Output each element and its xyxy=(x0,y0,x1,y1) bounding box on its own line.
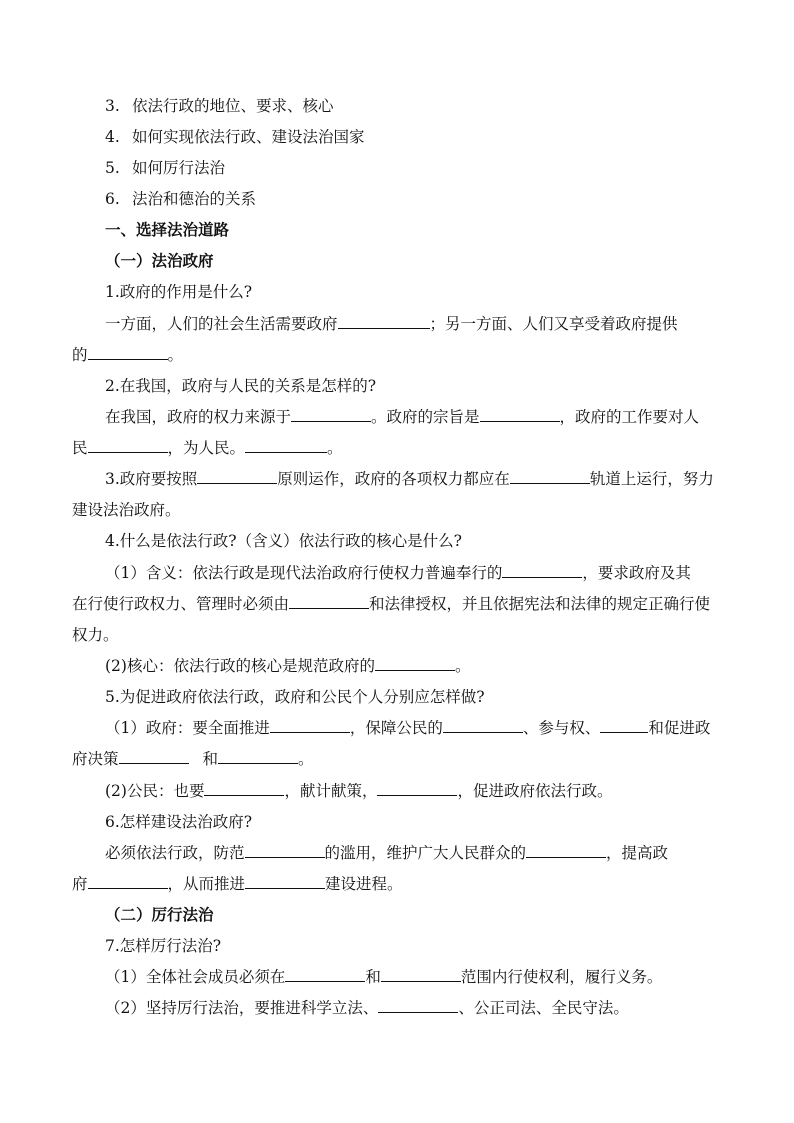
answer-text: 3.政府要按照 xyxy=(105,470,198,488)
fill-blank[interactable] xyxy=(270,717,350,733)
answer-line xyxy=(105,966,662,988)
answer-line xyxy=(72,593,710,615)
answer-text: （2）坚持厉行法治，要推进科学立法、 xyxy=(105,999,379,1017)
fill-blank[interactable] xyxy=(197,468,277,484)
subsection-heading: （一）法治政府 xyxy=(105,251,214,270)
fill-blank[interactable] xyxy=(377,780,457,796)
fill-blank[interactable] xyxy=(375,655,455,671)
answer-text: 和促进政 xyxy=(648,719,711,737)
answer-text: ，促进政府依法行政。 xyxy=(457,782,613,800)
answer-text: 。 xyxy=(167,346,184,364)
answer-text: (2)公民：也要 xyxy=(105,782,205,800)
answer-text: 一方面，人们的社会生活需要政府 xyxy=(105,315,338,333)
answer-text: （1）含义：依法行政是现代法治政府行使权力普遍奉行的 xyxy=(105,564,503,582)
fill-blank[interactable] xyxy=(88,437,168,453)
fill-blank[interactable] xyxy=(88,873,168,889)
answer-text: 。 xyxy=(298,750,314,768)
answer-line xyxy=(105,655,470,677)
answer-line: 建设法治政府。 xyxy=(72,501,181,519)
answer-line xyxy=(105,997,629,1019)
answer-text: ，从而推进 xyxy=(167,875,246,893)
fill-blank[interactable] xyxy=(600,717,648,733)
answer-text: ，保障公民的 xyxy=(349,719,443,737)
question-4: 4.什么是依法行政?（含义）依法行政的核心是什么? xyxy=(105,532,462,550)
toc-item-6 xyxy=(105,188,256,210)
answer-text: 在行使行政权力、管理时必须由 xyxy=(72,595,290,613)
toc-number: 3. xyxy=(105,97,120,115)
answer-text: 。政府的宗旨是 xyxy=(371,408,480,426)
answer-text: ，政府的工作要对人 xyxy=(559,408,700,426)
answer-text: 。 xyxy=(327,439,343,457)
answer-text: （1）全体社会成员必须在 xyxy=(105,968,286,986)
answer-text: 轨道上运行，努力 xyxy=(589,470,714,488)
answer-line xyxy=(105,717,710,739)
fill-blank[interactable] xyxy=(502,562,582,578)
question-7: 7.怎样厉行法治? xyxy=(105,937,222,955)
question-1: 1.政府的作用是什么? xyxy=(105,283,253,301)
fill-blank[interactable] xyxy=(510,468,590,484)
answer-text: 府 xyxy=(72,875,88,893)
answer-text: ，为人民。 xyxy=(167,439,246,457)
fill-blank[interactable] xyxy=(204,780,284,796)
answer-text: (2)核心：依法行政的核心是规范政府的 xyxy=(105,657,375,675)
fill-blank[interactable] xyxy=(291,406,371,422)
toc-text: 如何厉行法治 xyxy=(132,159,226,177)
answer-line xyxy=(105,406,699,428)
toc-text: 如何实现依法行政、建设法治国家 xyxy=(132,128,365,146)
answer-text: 范围内行使权利，履行义务。 xyxy=(460,968,663,986)
answer-line xyxy=(72,748,314,770)
question-2: 2.在我国，政府与人民的关系是怎样的? xyxy=(105,377,377,395)
fill-blank[interactable] xyxy=(381,966,461,982)
toc-item-5 xyxy=(105,157,225,179)
answer-text: （1）政府：要全面推进 xyxy=(105,719,270,737)
answer-line xyxy=(105,780,613,802)
fill-blank[interactable] xyxy=(285,966,365,982)
fill-blank[interactable] xyxy=(245,842,325,858)
answer-text: 的 xyxy=(72,346,88,364)
section-heading: 一、选择法治道路 xyxy=(105,220,230,239)
fill-blank[interactable] xyxy=(443,717,523,733)
answer-line xyxy=(105,313,678,335)
fill-blank[interactable] xyxy=(119,748,189,764)
fill-blank[interactable] xyxy=(245,437,327,453)
fill-blank[interactable] xyxy=(378,997,458,1013)
answer-text: 府决策 xyxy=(72,750,119,768)
answer-text: 和法律授权，并且依据宪法和法律的规定正确行使 xyxy=(369,595,711,613)
fill-blank[interactable] xyxy=(526,842,606,858)
answer-text: ，提高政 xyxy=(606,844,669,862)
answer-text: ，要求政府及其 xyxy=(582,564,691,582)
subsection-heading: （二）厉行法治 xyxy=(105,905,214,924)
answer-text: 、公正司法、全民守法。 xyxy=(458,999,629,1017)
toc-text: 法治和德治的关系 xyxy=(132,190,257,208)
answer-line xyxy=(105,562,691,584)
answer-line: 权力。 xyxy=(72,626,119,644)
answer-text: 。 xyxy=(454,657,471,675)
toc-item-4 xyxy=(105,126,365,148)
answer-line xyxy=(105,842,668,864)
answer-text: 原则运作，政府的各项权力都应在 xyxy=(277,470,510,488)
answer-line xyxy=(72,344,183,366)
fill-blank[interactable] xyxy=(245,873,325,889)
toc-number: 6. xyxy=(105,190,120,208)
toc-item-3 xyxy=(105,95,334,117)
toc-number: 5. xyxy=(105,159,120,177)
fill-blank[interactable] xyxy=(338,313,430,329)
toc-number: 4. xyxy=(105,128,120,146)
question-3 xyxy=(105,468,714,490)
answer-text: 民 xyxy=(72,439,88,457)
answer-text: 在我国，政府的权力来源于 xyxy=(105,408,292,426)
answer-text: ，献计献策， xyxy=(284,782,378,800)
answer-text: 、参与权、 xyxy=(522,719,601,737)
answer-text: 和 xyxy=(365,968,381,986)
fill-blank[interactable] xyxy=(289,593,369,609)
fill-blank[interactable] xyxy=(88,344,168,360)
answer-line xyxy=(72,873,403,895)
toc-text: 依法行政的地位、要求、核心 xyxy=(132,97,334,115)
answer-line xyxy=(72,437,343,459)
answer-text: 建设进程。 xyxy=(325,875,403,893)
question-6: 6.怎样建设法治政府? xyxy=(105,813,253,831)
question-5: 5.为促进政府依法行政，政府和公民个人分别应怎样做? xyxy=(105,688,485,706)
answer-text: ；另一方面、人们又享受着政府提供 xyxy=(429,315,678,333)
answer-text: 和 xyxy=(202,750,219,768)
fill-blank[interactable] xyxy=(218,748,298,764)
answer-text: 的滥用，维护广大人民群众的 xyxy=(324,844,527,862)
answer-text: 必须依法行政，防范 xyxy=(105,844,245,862)
fill-blank[interactable] xyxy=(480,406,560,422)
